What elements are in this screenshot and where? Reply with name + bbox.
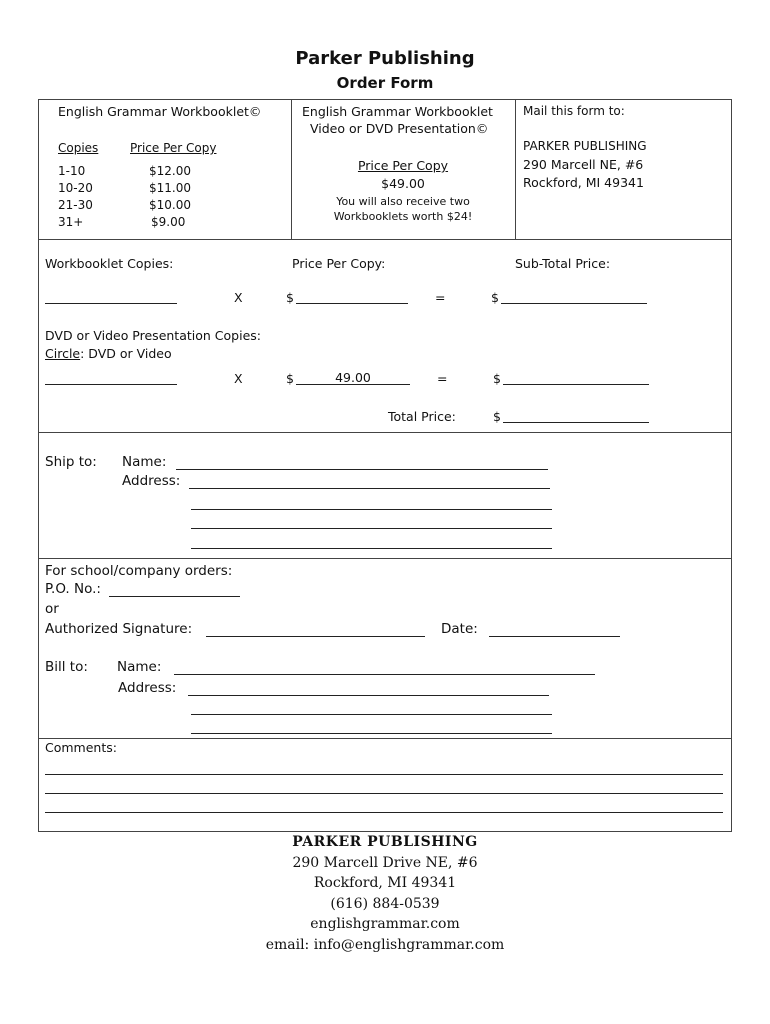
dvd-subtotal-field[interactable] xyxy=(503,384,649,385)
bill-name-field[interactable] xyxy=(174,674,595,675)
dvd-copies-field[interactable] xyxy=(45,384,177,385)
circle-choices[interactable]: : DVD or Video xyxy=(80,346,172,361)
divider xyxy=(515,99,516,239)
dollar-sign: $ xyxy=(493,371,501,386)
bill-address-field[interactable] xyxy=(191,714,552,715)
bill-address-label: Address: xyxy=(118,680,177,696)
footer-city: Rockford, MI 49341 xyxy=(313,875,457,891)
dollar-sign: $ xyxy=(493,409,501,424)
footer-street: 290 Marcell Drive NE, #6 xyxy=(292,855,478,871)
comments-label: Comments: xyxy=(45,740,117,755)
price-per-copy-label: Price Per Copy: xyxy=(292,256,386,271)
bill-address-field[interactable] xyxy=(191,733,552,734)
tier-copies: 31+ xyxy=(58,215,84,229)
circle-option xyxy=(45,346,172,361)
workbooklet-copies-label: Workbooklet Copies: xyxy=(45,256,174,271)
divider xyxy=(38,558,732,559)
times-sign: X xyxy=(234,371,243,386)
dvd-copies-label: DVD or Video Presentation Copies: xyxy=(45,328,261,343)
times-sign: X xyxy=(234,290,243,305)
ship-address-field[interactable] xyxy=(191,509,552,510)
school-orders-label: For school/company orders: xyxy=(45,563,233,579)
signature-label: Authorized Signature: xyxy=(45,621,193,637)
footer-company: PARKER PUBLISHING xyxy=(292,834,478,850)
bill-to-label: Bill to: xyxy=(45,659,88,675)
form-title: Order Form xyxy=(336,74,434,92)
ship-name-label: Name: xyxy=(122,454,167,470)
tier-price: $12.00 xyxy=(149,164,191,178)
tier-price: $9.00 xyxy=(151,215,186,229)
tier-price: $11.00 xyxy=(149,181,191,195)
bill-name-label: Name: xyxy=(117,659,162,675)
video-price-header: Price Per Copy xyxy=(357,158,449,173)
total-field[interactable] xyxy=(503,422,649,423)
video-title-line2: Video or DVD Presentation© xyxy=(310,121,489,136)
date-label: Date: xyxy=(441,621,478,637)
tier-price: $10.00 xyxy=(149,198,191,212)
divider xyxy=(38,738,732,739)
tier-copies: 1-10 xyxy=(58,164,86,178)
ship-address-field[interactable] xyxy=(191,548,552,549)
video-title-line1: English Grammar Workbooklet xyxy=(302,104,493,119)
footer-email[interactable]: email: info@englishgrammar.com xyxy=(265,937,505,953)
price-header: Price Per Copy xyxy=(130,141,217,155)
po-label: P.O. No.: xyxy=(45,581,101,597)
workbooklet-subtotal-field[interactable] xyxy=(501,303,647,304)
tier-copies: 10-20 xyxy=(58,181,93,195)
workbooklet-price-field[interactable] xyxy=(296,303,408,304)
ship-name-field[interactable] xyxy=(176,469,548,470)
total-label: Total Price: xyxy=(388,409,456,424)
page-title: Parker Publishing xyxy=(295,48,475,69)
equals-sign: = xyxy=(437,371,448,386)
copies-header: Copies xyxy=(58,141,99,155)
tier-copies: 21-30 xyxy=(58,198,93,212)
ship-to-label: Ship to: xyxy=(45,454,97,470)
dollar-sign: $ xyxy=(286,290,294,305)
workbooklet-copies-field[interactable] xyxy=(45,303,177,304)
comments-line[interactable] xyxy=(45,793,723,794)
mail-street: 290 Marcell NE, #6 xyxy=(523,157,644,172)
footer-phone: (616) 884-0539 xyxy=(330,896,440,912)
dollar-sign: $ xyxy=(286,371,294,386)
divider xyxy=(38,432,732,433)
mail-city: Rockford, MI 49341 xyxy=(523,175,644,190)
workbooklet-title: English Grammar Workbooklet© xyxy=(58,104,262,119)
dvd-price-value: 49.00 xyxy=(335,370,371,385)
video-note-line1: You will also receive two xyxy=(336,195,470,208)
equals-sign: = xyxy=(435,290,446,305)
mail-name: PARKER PUBLISHING xyxy=(523,139,647,153)
mail-label: Mail this form to: xyxy=(523,104,625,118)
comments-line[interactable] xyxy=(45,812,723,813)
divider xyxy=(38,239,732,240)
video-price: $49.00 xyxy=(381,176,425,191)
bill-address-field[interactable] xyxy=(188,695,549,696)
video-note-line2: Workbooklets worth $24! xyxy=(333,210,473,223)
dollar-sign: $ xyxy=(491,290,499,305)
po-field[interactable] xyxy=(109,596,240,597)
date-field[interactable] xyxy=(489,636,620,637)
comments-line[interactable] xyxy=(45,774,723,775)
ship-address-label: Address: xyxy=(122,473,181,489)
ship-address-field[interactable] xyxy=(189,488,550,489)
subtotal-label: Sub-Total Price: xyxy=(515,256,611,271)
ship-address-field[interactable] xyxy=(191,528,552,529)
or-label: or xyxy=(45,601,59,617)
circle-label: Circle xyxy=(45,346,81,361)
signature-field[interactable] xyxy=(206,636,425,637)
footer-website[interactable]: englishgrammar.com xyxy=(310,916,460,932)
